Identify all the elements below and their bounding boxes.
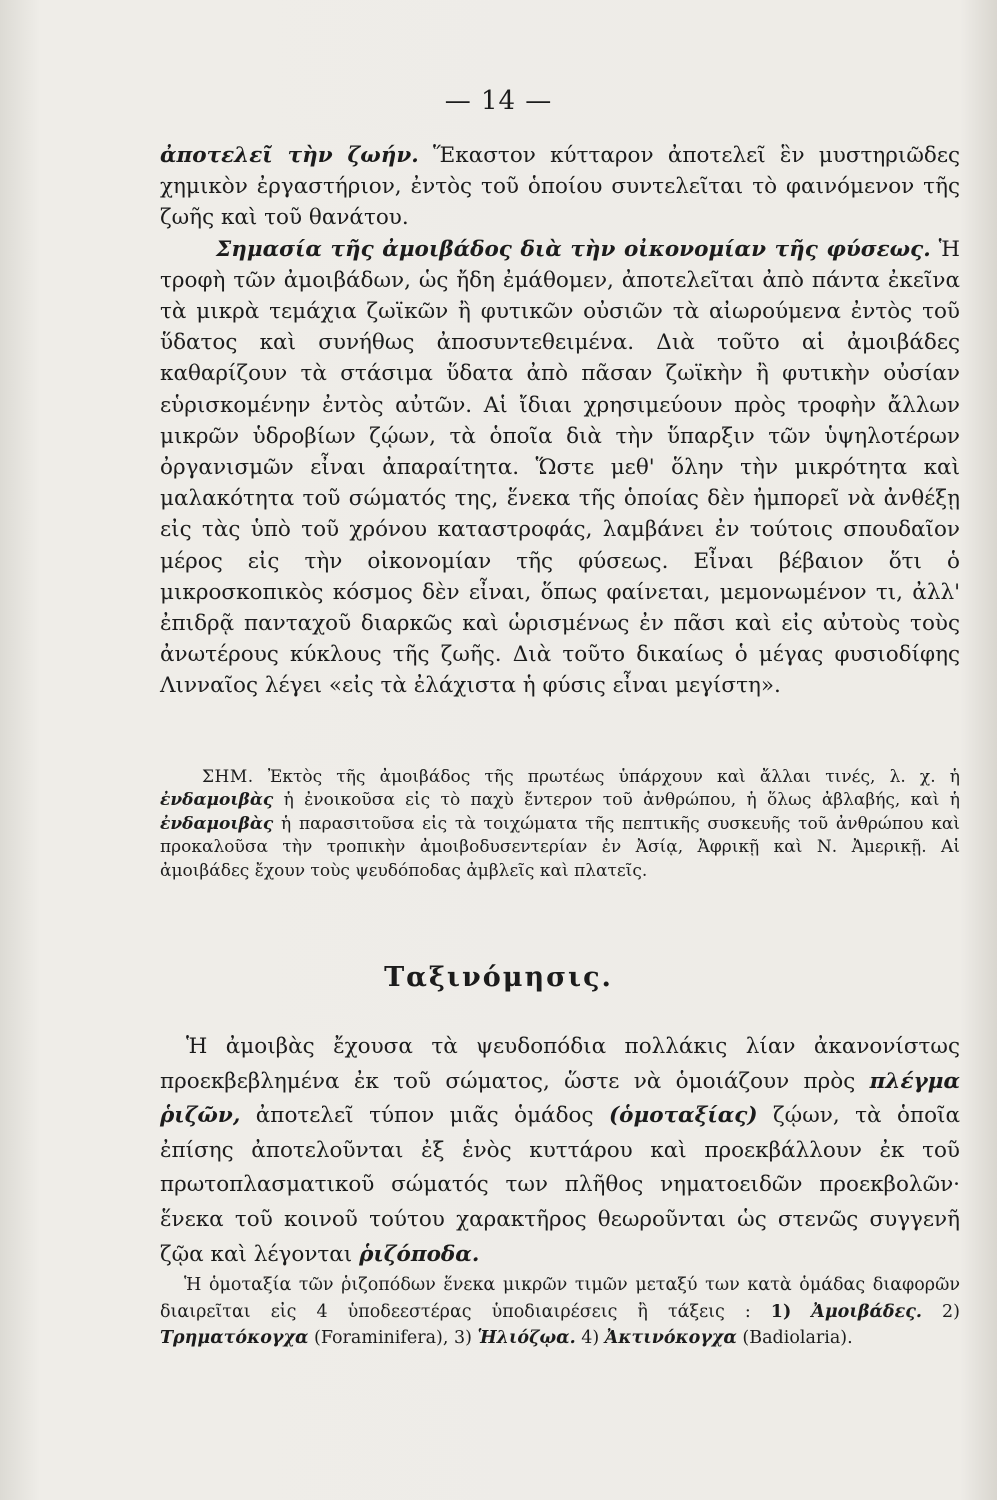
note-text: (Badiolaria). — [736, 1328, 853, 1348]
term: ῥιζόποδα. — [359, 1241, 480, 1267]
note-text: (Foraminifera), 3) — [308, 1328, 478, 1348]
note-text: ἡ παρασιτοῦσα εἰς τὰ τοιχώματα τῆς πεπτικῆς συσκευῆς τοῦ ἀνθρώπου καὶ προκαλοῦσα τὴν τροπικὴν ἀμοιβοδυσεντερίαν ἐν Ἀσίᾳ, Ἀφρικῇ καὶ Ν. Ἀμερικῇ. Αἱ ἀμοιβάδες ἔχουν τοὺς ψευδόποδας ἀμβλεῖς καὶ πλατεῖς. — [160, 813, 960, 881]
taxon: Ἀκτινόκογχα — [604, 1328, 737, 1348]
note-term: ἐνδαμοιβὰς — [160, 790, 274, 811]
body-paragraph — [160, 1030, 960, 1272]
page-number: — 14 — — [444, 86, 553, 116]
paragraph-text: Ἕκαστον κύτταρον ἀποτελεῖ ἓν μυστηριῶδες χημικὸν ἐργαστήριον, ἐντὸς τοῦ ὁποίου συντελεῖται τὸ φαινόμενον τῆς ζωῆς καὶ τοῦ θανάτου. — [160, 143, 961, 231]
inline-subheading: Σημασία τῆς ἀμοιβάδος διὰ τὴν οἰκονομίαν τῆς φύσεως. — [216, 236, 931, 262]
note-text: Ἐκτὸς τῆς ἀμοιβάδος τῆς πρωτέως ὑπάρχουν καὶ ἄλλαι τινές, λ. χ. ἡ — [253, 767, 960, 787]
taxon: Ἀμοιβάδες. — [811, 1301, 922, 1322]
footnote — [160, 1272, 960, 1352]
note-text: ἡ ἐνοικοῦσα εἰς τὸ παχὺ ἔντερον τοῦ ἀνθρώπου, ἡ ὅλως ἀβλαβής, καὶ ἡ — [273, 790, 960, 811]
section-title: Ταξινόμησις. — [384, 962, 613, 993]
term: πλέγμα ῥιζῶν, — [160, 1068, 960, 1129]
taxon: Τρηματόκογχα — [160, 1328, 309, 1348]
paragraph-text: ἀποτελεῖ τύπον μιᾶς ὁμάδος — [240, 1103, 609, 1129]
list-number: 1) — [770, 1301, 792, 1322]
body-paragraph — [160, 140, 960, 702]
paragraph-text: Ἡ τροφὴ τῶν ἀμοιβάδων, ὡς ἤδη ἐμάθομεν, ἀποτελεῖται ἀπὸ πάντα ἐκεῖνα τὰ μικρὰ τεμάχια ζωϊκῶν ἢ φυτικῶν οὐσιῶν τὰ αἰωρούμενα ἐντὸς τοῦ ὕδατος καὶ συνήθως ἀποσυντεθειμένα. Διὰ τοῦτο αἱ ἀμοιβάδες καθαρίζουν τὰ στάσιμα ὕδατα ἀπὸ πᾶσαν ζωϊκὴν ἢ φυτικὴν οὐσίαν εὑρισκομένην ἐντὸς αὐτῶν. Αἱ ἴδιαι χρησιμεύουν πρὸς τροφὴν ἄλλων μικρῶν ὑδροβίων ζῴων, τὰ ὁποῖα διὰ τὴν ὕπαρξιν τῶν ὑψηλοτέρων ὀργανισμῶν εἶναι ἀπαραίτητα. Ὥστε μεθ' ὅλην τὴν μικρότητα καὶ μαλακότητα τοῦ σώματός της, ἕνεκα τῆς ὁποίας δὲν ἠμπορεῖ νὰ ἀνθέξῃ εἰς τὰς ὑπὸ τοῦ χρόνου καταστροφάς, λαμβάνει ἐν τούτοις σπουδαῖον μέρος εἰς τὴν οἰκονομίαν τῆς φύσεως. Εἶναι βέβαιον ὅτι ὁ μικροσκοπικὸς κόσμος δὲν εἶναι, ὅπως φαίνεται, μεμονωμένον τι, ἀλλ' ἐπιδρᾷ πανταχοῦ διαρκῶς καὶ ὡρισμένως ἐν πᾶσι καὶ εἰς αὐτοὺς τοὺς ἀνωτέρους κύκλους τῆς ζωῆς. Διὰ τοῦτο δικαίως ὁ μέγας φυσιοδίφης Λινναῖος λέγει «εἰς τὰ ἐλάχιστα ἡ φύσις εἶναι μεγίστη». — [160, 236, 961, 699]
term: (ὁμοταξίας) — [608, 1103, 758, 1129]
note-term: ἐνδαμοιβὰς — [160, 813, 274, 834]
footnote — [160, 766, 960, 883]
paragraph-text: ζῴων, τὰ ὁποῖα ἐπίσης ἀποτελοῦνται ἐξ ἑνὸς κυττάρου καὶ προεκβάλλουν ἐκ τοῦ πρωτοπλασματικοῦ σώματός των πλῆθος νηματοειδῶν προεκβολῶν· ἕνεκα τοῦ κοινοῦ τούτου χαρακτῆρος θεωροῦνται ὡς στενῶς συγγενῆ ζῷα καὶ λέγονται — [160, 1103, 960, 1267]
note-label: ΣΗΜ. — [202, 767, 254, 787]
paragraph-text: Ἡ ἀμοιβὰς ἔχουσα τὰ ψευδοπόδια πολλάκις λίαν ἀκανονίστως προεκβεβλημένα ἐκ τοῦ σώματος, ὥστε νὰ ὁμοιάζουν πρὸς — [160, 1034, 960, 1094]
list-number: 4) — [575, 1328, 605, 1348]
lead-emphasis: ἀποτελεῖ τὴν ζωήν. — [160, 143, 419, 168]
taxon: Ἡλιόζῳα. — [477, 1328, 576, 1348]
list-number: 2) — [921, 1301, 960, 1322]
note-text: Ἡ ὁμοταξία τῶν ῥιζοπόδων ἕνεκα μικρῶν τιμῶν μεταξύ των κατὰ ὁμάδας διαφορῶν διαιρεῖται εἰς 4 ὑποδεεστέρας ὑποδιαιρέσεις ἢ τάξεις : — [160, 1275, 960, 1322]
